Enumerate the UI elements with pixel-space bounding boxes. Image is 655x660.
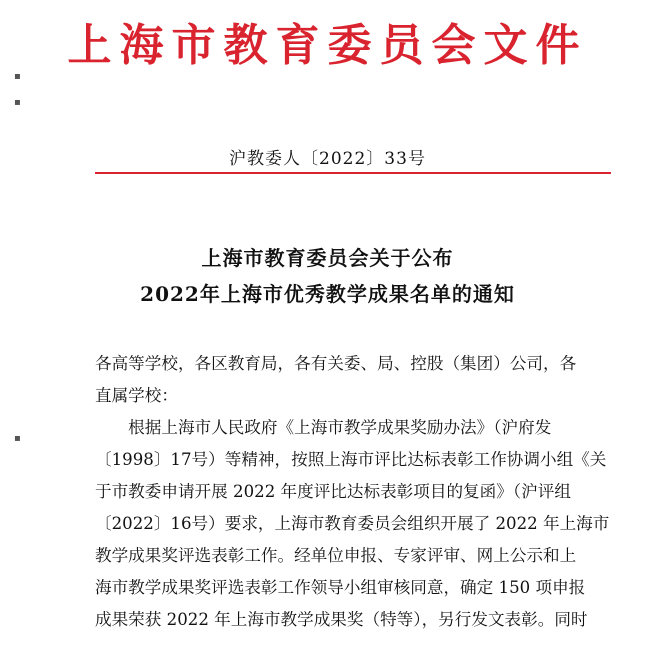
binding-mark: ▪ [14,71,21,82]
body-line: 〔2022〕16号）要求，上海市教育委员会组织开展了 2022 年上海市 [95,514,610,533]
body-line: 教学成果奖评选表彰工作。经单位申报、专家评审、网上公示和上 [95,546,577,565]
document-number: 沪教委人〔2022〕33号 [229,149,426,169]
notice-title-line-1: 上海市教育委员会关于公布 [201,246,454,270]
body-line: 成果荣获 2022 年上海市教学成果奖（特等），另行发文表彰。同时 [95,610,588,629]
binding-mark: ▪ [14,433,21,444]
body-line: 于市教委申请开展 2022 年度评比达标表彰项目的复函》（沪评组 [95,482,571,501]
body-line: 直属学校： [95,386,178,405]
body-line: 海市教学成果奖评选表彰工作领导小组审核同意，确定 150 项申报 [95,578,586,597]
body-line: 〔1998〕17号）等精神，按照上海市评比达标表彰工作协调小组《关 [95,450,607,469]
body-line: 根据上海市人民政府《上海市教学成果奖励办法》（沪府发 [95,418,552,437]
binding-mark: ▪ [14,97,21,108]
notice-title-line-2: 2022年上海市优秀教学成果名单的通知 [140,282,515,306]
red-divider-rule [95,172,611,174]
document-header-title: 上海市教育委员会文件 [67,20,588,71]
notice-body [95,348,615,636]
body-line: 各高等学校，各区教育局，各有关委、局、控股（集团）公司，各 [95,354,577,373]
